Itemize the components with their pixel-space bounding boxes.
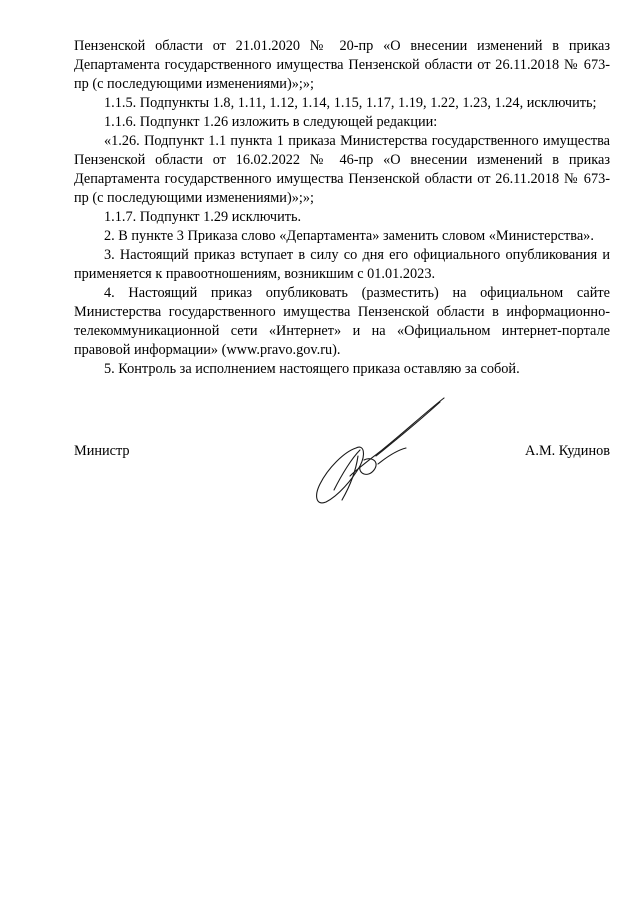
handwritten-signature (298, 390, 448, 515)
signer-name: А.М. Кудинов (525, 443, 610, 459)
paragraph-2: 2. В пункте 3 Приказа слово «Департамента» заменить словом «Министерства». (104, 228, 594, 244)
paragraph-1-1-5: 1.1.5. Подпункты 1.8, 1.11, 1.12, 1.14, 1.15, 1.17, 1.19, 1.22, 1.23, 1.24, исключить; (104, 95, 597, 111)
paragraph-1-26-quote: «1.26. Подпункт 1.1 пункта 1 приказа Министерства государственного имущества Пензенской области от 16.02.2022 № 46-пр «О внесении изменений в приказ Департамента государственного имущества Пензенской области от 26.11.2018 № 673-пр (с последующими изменениями)»;»; (74, 133, 610, 206)
signer-position: Министр (74, 443, 130, 459)
paragraph-1-1-7: 1.1.7. Подпункт 1.29 исключить. (104, 209, 302, 225)
paragraph-3: 3. Настоящий приказ вступает в силу со дня его официального опубликования и применяется к правоотношениям, возникшим с 01.01.2023. (74, 247, 610, 282)
paragraph-4: 4. Настоящий приказ опубликовать (разместить) на официальном сайте Министерства государственного имущества Пензенской области в информационно-телекоммуникационной сети «Интернет» и на «Официальном интернет-портале правовой информации» (www.pravo.gov.ru). (74, 285, 610, 358)
document-body (74, 37, 610, 379)
paragraph-5: 5. Контроль за исполнением настоящего приказа оставляю за собой. (104, 361, 520, 377)
paragraph-continuation: Пензенской области от 21.01.2020 № 20-пр «О внесении изменений в приказ Департамента государственного имущества Пензенской области от 26.11.2018 № 673-пр (с последующими изменениями)»;»; (74, 38, 610, 92)
paragraph-1-1-6: 1.1.6. Подпункт 1.26 изложить в следующей редакции: (104, 114, 438, 130)
